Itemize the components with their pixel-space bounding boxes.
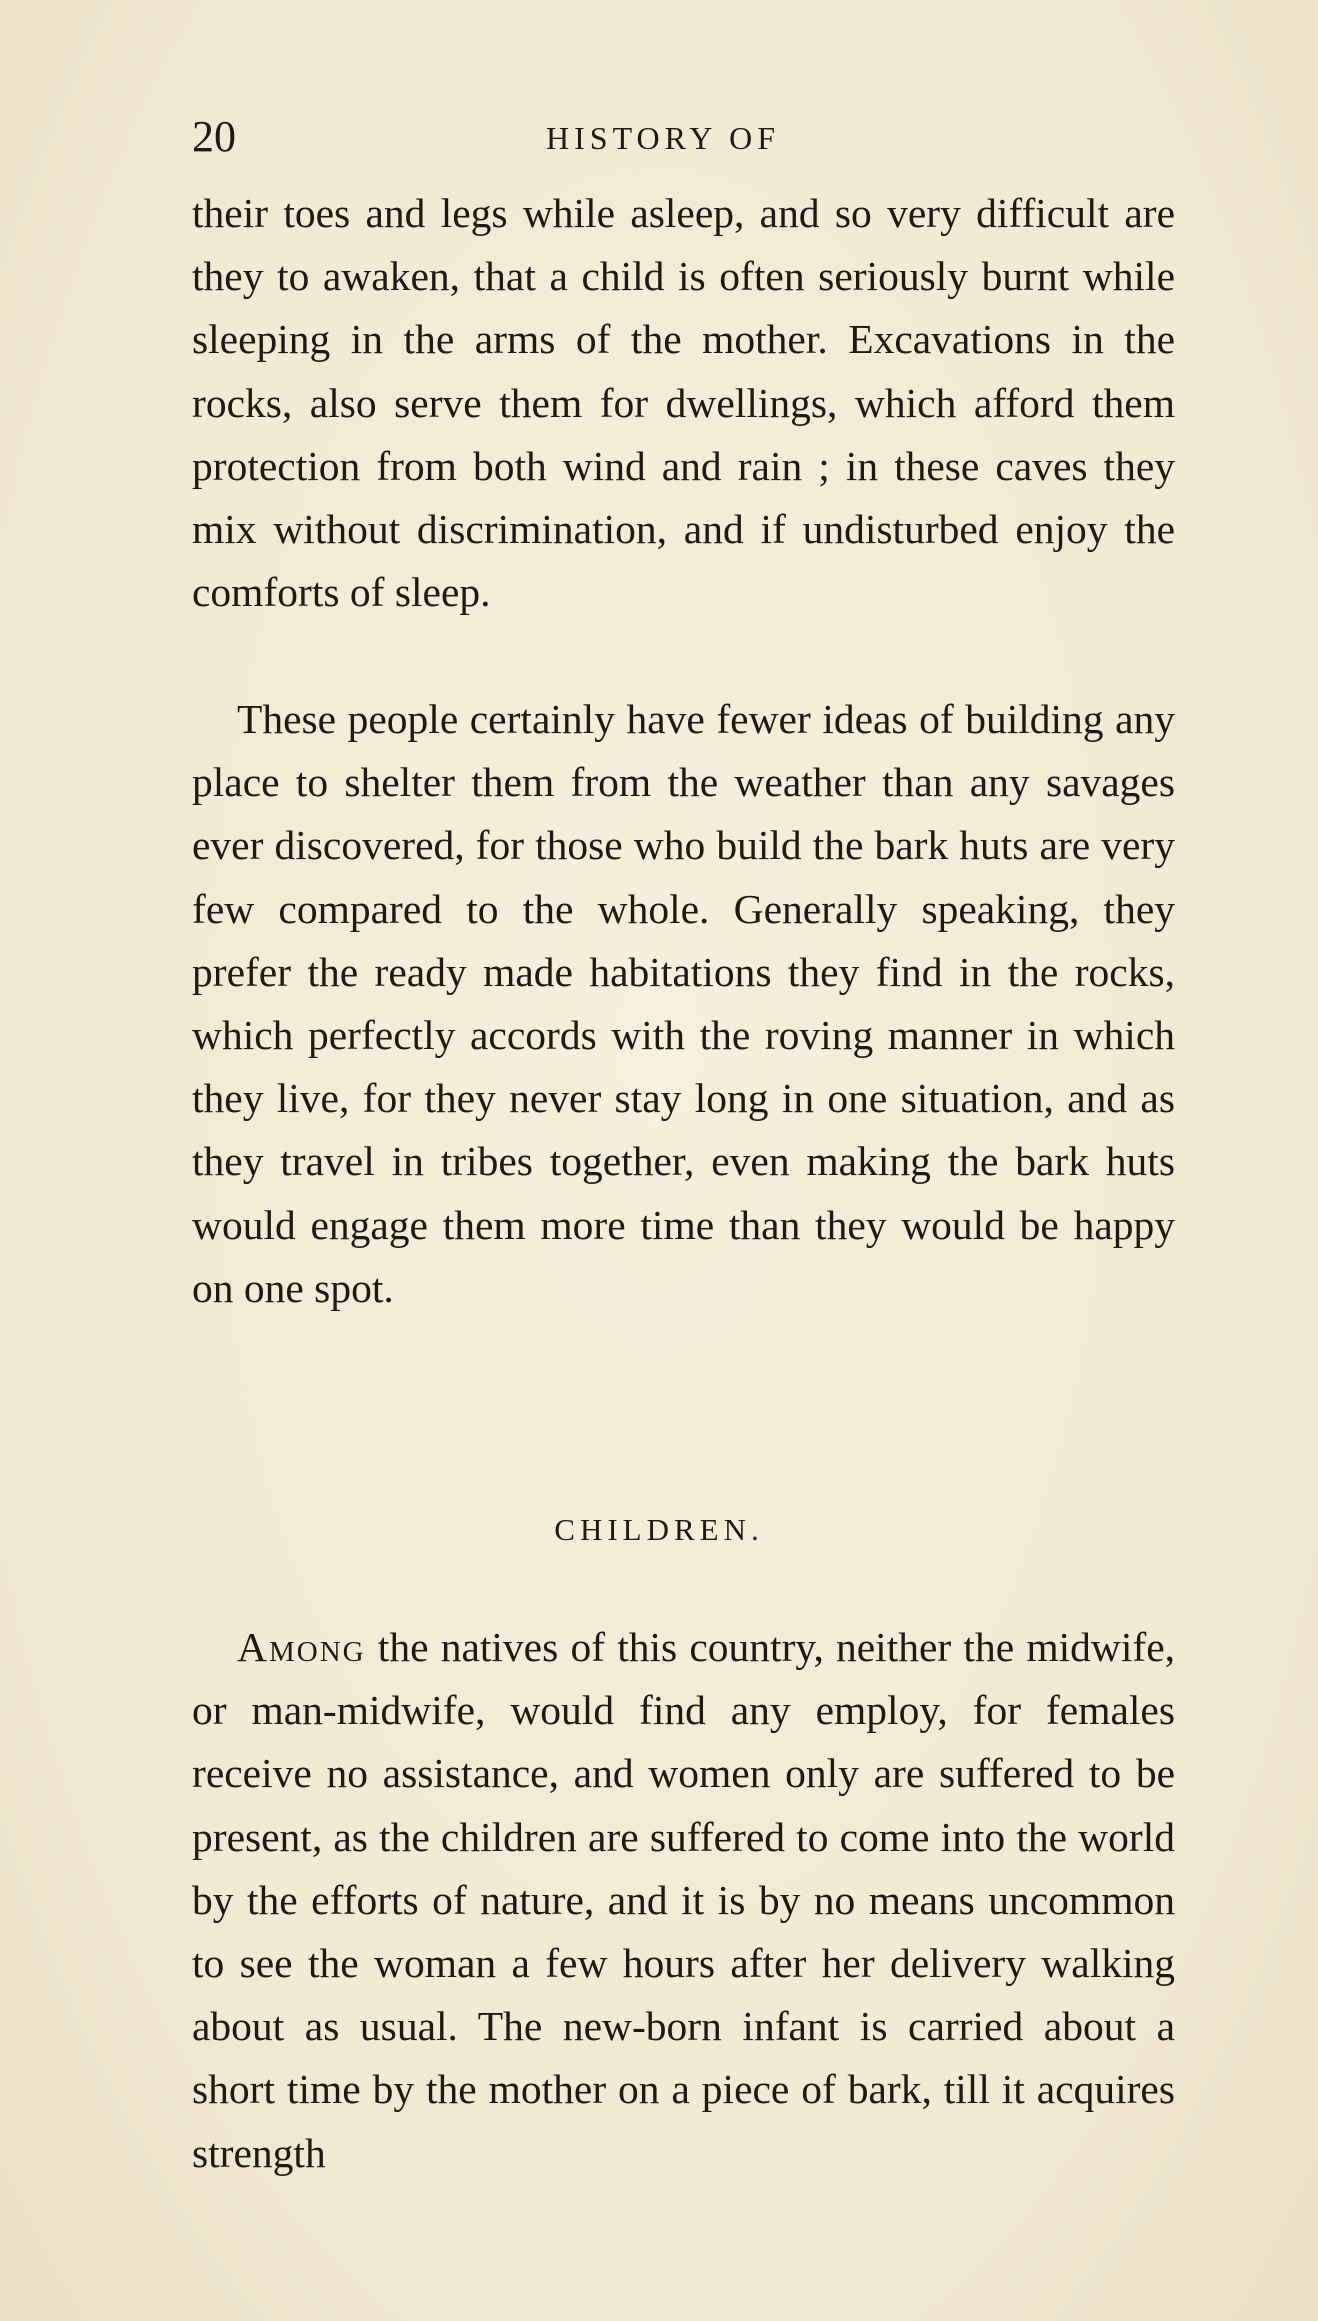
paragraph-text xyxy=(192,1616,1175,2185)
running-title: HISTORY OF xyxy=(546,120,781,156)
running-head xyxy=(192,112,1132,162)
page-number: 20 xyxy=(192,112,236,161)
paragraph-children xyxy=(192,1616,1175,2185)
paragraph-continued xyxy=(192,182,1175,624)
section-heading: CHILDREN. xyxy=(554,1512,764,1547)
paragraph-body: the natives of this country, neither the midwife, or man-midwife, would find any employ, for females receive no assistance, and women only are suffered to be present, as the children are suffered to come into the world by the efforts of nature, and it is by no means uncommon to see the woman a few hours after her delivery walking about as usual. The new-born infant is carried about a short time by the mother on a piece of bark, till it acquires strength xyxy=(192,1624,1175,2176)
paragraph-text: These people certainly have fewer ideas of building any place to shelter them from the weather than any savages ever discovered, for those who build the bark huts are very few compared to the whole. Generally speaking, they prefer the ready made habitations they find in the rocks, which perfectly accords with the roving manner in which they live, for they never stay long in one situation, and as they travel in tribes together, even making the bark huts would engage them more time than they would be happy on one spot. xyxy=(192,696,1175,1311)
paragraph-text: their toes and legs while asleep, and so very difficult are they to awaken, that a child is often seriously burnt while sleeping in the arms of the mother. Excavations in the rocks, also serve them for dwellings, which afford them protection from both wind and rain ; in these caves they mix without discrimination, and if undisturbed enjoy the comforts of sleep. xyxy=(192,190,1175,616)
paragraph-lead-word: Among xyxy=(237,1624,366,1670)
paragraph-shelter xyxy=(192,688,1175,1320)
